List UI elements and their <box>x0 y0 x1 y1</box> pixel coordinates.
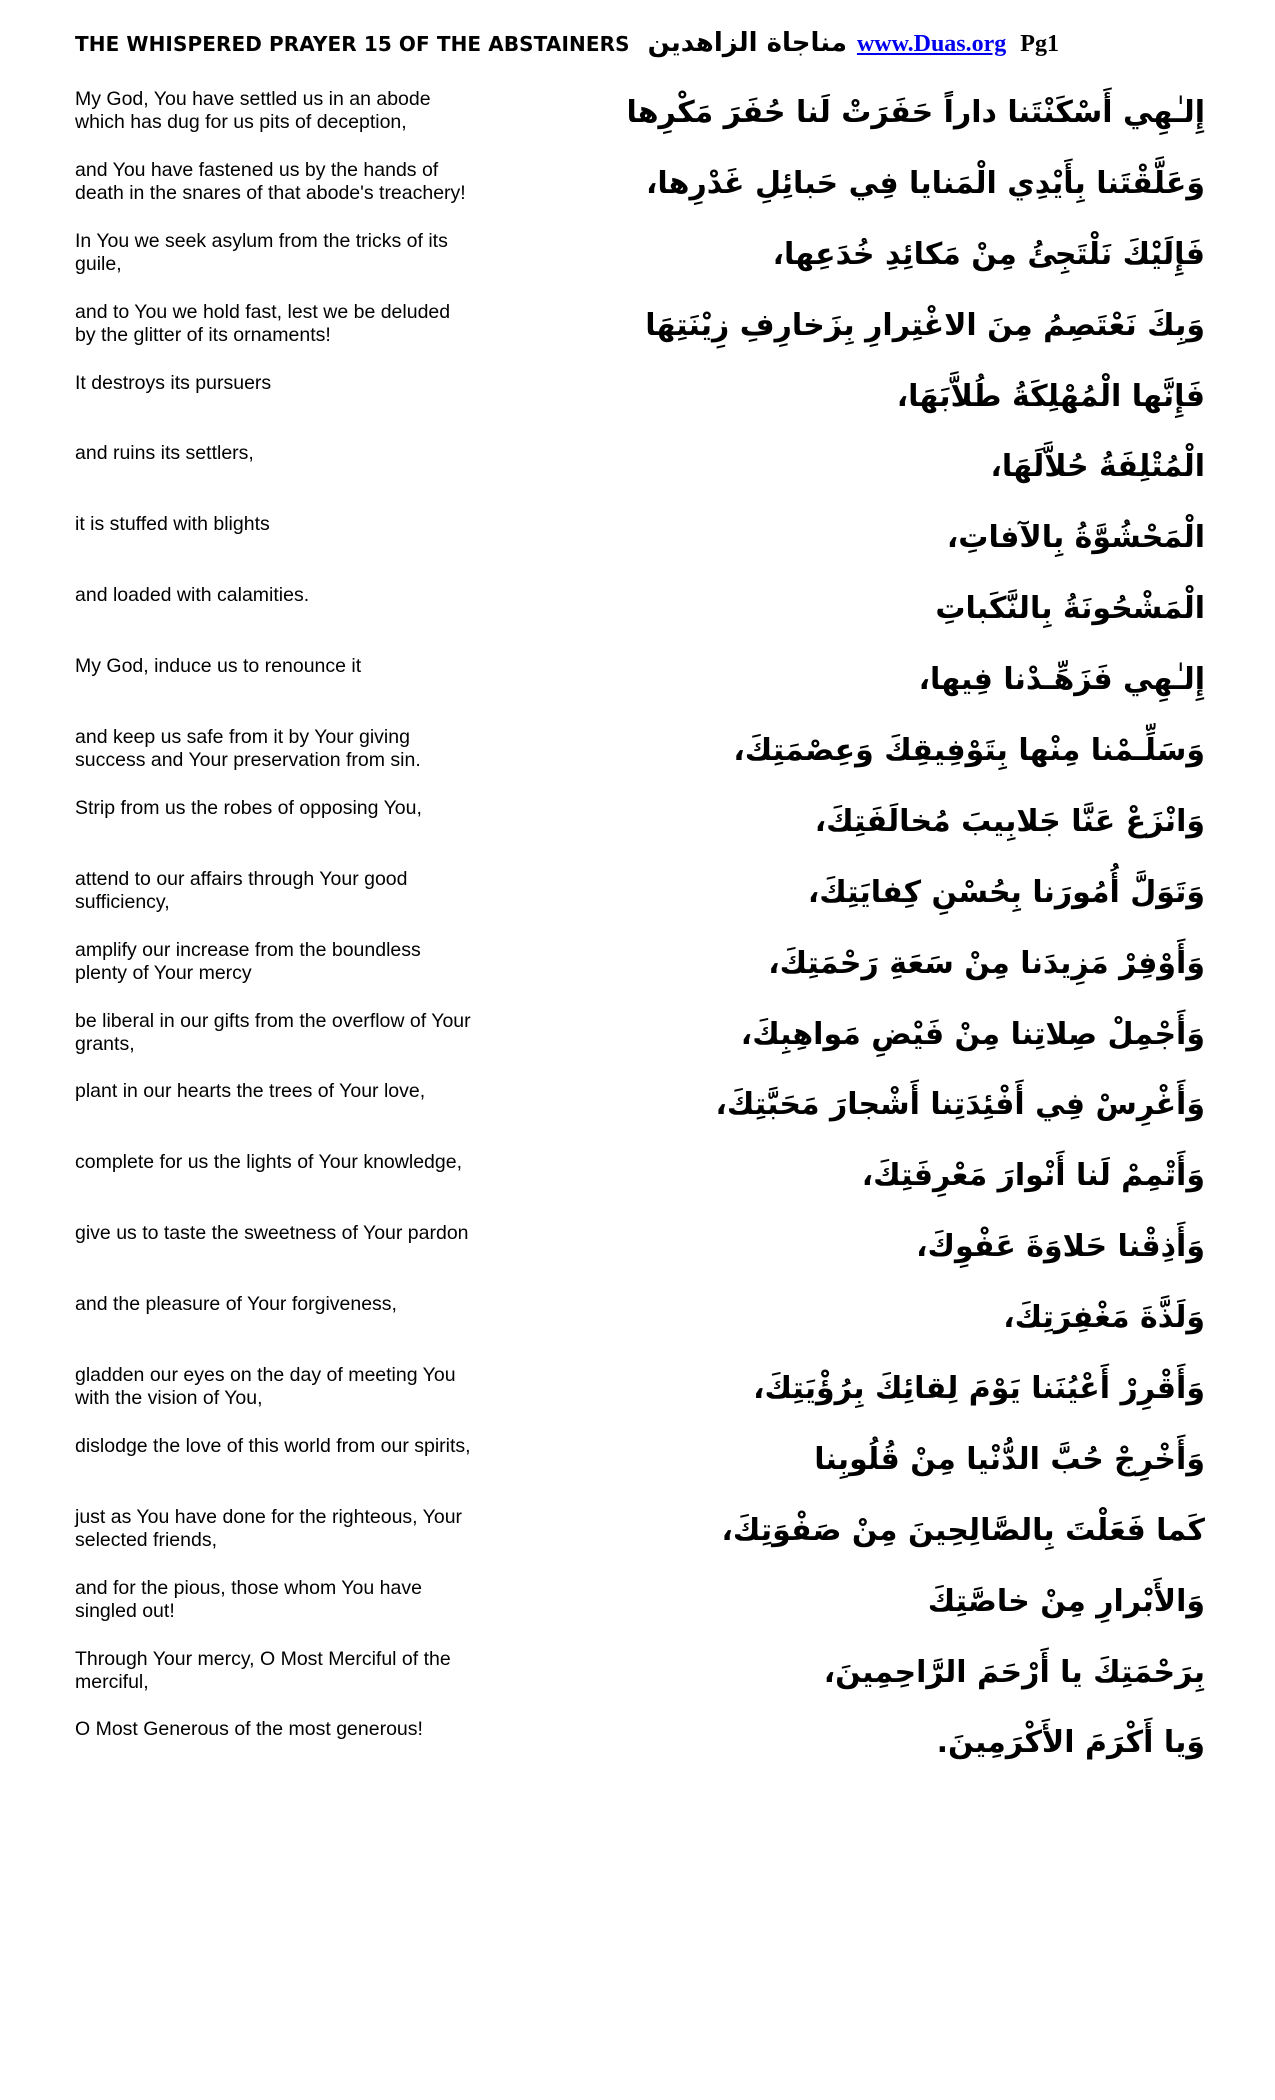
english-translation: and keep us safe from it by Your giving success and Your preservation from sin. <box>75 726 421 772</box>
arabic-verse: إِلـٰهِي فَزَهِّـدْنا فِيها، <box>918 662 1205 698</box>
arabic-verse: وَالأَبْرارِ مِنْ خاصَّتِكَ <box>927 1583 1205 1619</box>
english-translation: dislodge the love of this world from our spirits, <box>75 1434 471 1457</box>
arabic-verse: الْمَحْشُوَّةُ بِالآفاتِ، <box>946 520 1205 556</box>
arabic-verse: وَأَتْمِمْ لَنا أَنْوارَ مَعْرِفَتِكَ، <box>861 1158 1205 1194</box>
arabic-verse: الْمَشْحُونَةُ بِالنَّكَباتِ <box>935 591 1205 627</box>
page-title: THE WHISPERED PRAYER 15 OF THE ABSTAINERS <box>75 32 630 56</box>
arabic-verse: إِلـٰهِي أَسْكَنْتَنا داراً حَفَرَتْ لَنا حُفَرَ مَكْرِها <box>626 95 1205 130</box>
verse-row <box>0 1360 1275 1431</box>
verse-row <box>0 368 1275 439</box>
arabic-verse: الْمُتْلِفَةُ حُلاَّلَهَا، <box>990 449 1205 485</box>
arabic-verse: وَأَذِقْنا حَلاوَةَ عَفْوِكَ، <box>916 1229 1205 1265</box>
verse-row <box>0 297 1275 368</box>
english-translation: attend to our affairs through Your good sufficiency, <box>75 867 408 913</box>
verse-row <box>0 793 1275 864</box>
arabic-verse: وَانْزَعْ عَنَّا جَلابِيبَ مُخالَفَتِكَ، <box>814 803 1205 839</box>
english-translation: Strip from us the robes of opposing You, <box>75 796 422 819</box>
english-translation: It destroys its pursuers <box>75 371 272 394</box>
english-translation: Through Your mercy, O Most Merciful of the merciful, <box>75 1647 451 1693</box>
verse-row <box>0 1076 1275 1147</box>
verse-row <box>0 226 1275 297</box>
verse-row <box>0 84 1275 155</box>
verse-row <box>0 1644 1275 1715</box>
english-translation: and the pleasure of Your forgiveness, <box>75 1293 397 1316</box>
english-translation: complete for us the lights of Your knowledge, <box>75 1151 462 1174</box>
verse-row <box>0 1714 1275 1785</box>
arabic-title: مناجاة الزاهدين <box>647 28 847 58</box>
arabic-verse: وَتَوَلَّ أُمُورَنا بِحُسْنِ كِفايَتِكَ، <box>807 874 1205 910</box>
arabic-verse: وَأَجْمِلْ صِلاتِنا مِنْ فَيْضِ مَواهِبِكَ، <box>740 1016 1205 1052</box>
page-header <box>75 28 1205 68</box>
arabic-verse: وَسَلِّـمْنا مِنْها بِتَوْفِيقِكَ وَعِصْمَتِكَ، <box>733 733 1205 769</box>
arabic-verse: وَلَذَّةَ مَغْفِرَتِكَ، <box>1003 1300 1205 1336</box>
english-translation: amplify our increase from the boundless plenty of Your mercy <box>75 938 421 984</box>
arabic-verse: وَيا أَكْرَمَ الأَكْرَمِينَ. <box>936 1725 1205 1761</box>
english-translation: it is stuffed with blights <box>75 513 270 536</box>
duas-org-link[interactable]: www.Duas.org <box>856 31 1007 57</box>
arabic-verse: وَبِكَ نَعْتَصِمُ مِنَ الاغْتِرارِ بِزَخارِفِ زِيْنَتِهَا <box>645 307 1205 343</box>
verse-row <box>0 864 1275 935</box>
verse-row <box>0 438 1275 509</box>
english-translation: My God, induce us to renounce it <box>75 655 362 678</box>
english-translation: gladden our eyes on the day of meeting You with the vision of You, <box>75 1364 456 1410</box>
english-translation: and ruins its settlers, <box>75 442 254 465</box>
verse-row <box>0 1573 1275 1644</box>
verse-row <box>0 1431 1275 1502</box>
english-translation: plant in our hearts the trees of Your love, <box>75 1080 426 1103</box>
verse-row <box>0 651 1275 722</box>
verse-row <box>0 580 1275 651</box>
page-number: Pg1 <box>1020 31 1059 57</box>
arabic-verse: بِرَحْمَتِكَ يا أَرْحَمَ الرَّاحِمِينَ، <box>823 1654 1205 1690</box>
english-translation: My God, You have settled us in an abode which has dug for us pits of deception, <box>75 88 431 133</box>
english-translation: and loaded with calamities. <box>75 584 310 607</box>
verse-row <box>0 1147 1275 1218</box>
verse-row <box>0 1502 1275 1573</box>
english-translation: and You have fastened us by the hands of death in the snares of that abode's treachery! <box>75 158 466 204</box>
arabic-verse: فَإِنَّها الْمُهْلِكَةُ طُلاَّبَهَا، <box>896 378 1205 414</box>
english-translation: give us to taste the sweetness of Your pardon <box>75 1222 469 1245</box>
arabic-verse: وَأَقْرِرْ أَعْيُنَنا يَوْمَ لِقائِكَ بِرُؤْيَتِكَ، <box>753 1371 1205 1407</box>
verse-row <box>0 1289 1275 1360</box>
arabic-verse: فَإِلَيْكَ نَلْتَجِئُ مِنْ مَكائِدِ خُدَعِها، <box>772 236 1205 272</box>
arabic-verse: وَأَخْرِجْ حُبَّ الدُّنْيا مِنْ قُلُوبِنا <box>814 1441 1205 1477</box>
english-translation: and to You we hold fast, lest we be deluded by the glitter of its ornaments! <box>75 300 451 346</box>
verse-row <box>0 1218 1275 1289</box>
arabic-verse: كَما فَعَلْتَ بِالصَّالِحِينَ مِنْ صَفْوَتِكَ، <box>721 1512 1205 1548</box>
verse-row <box>0 155 1275 226</box>
verse-row <box>0 935 1275 1006</box>
english-translation: In You we seek asylum from the tricks of its guile, <box>75 229 448 275</box>
english-translation: and for the pious, those whom You have singled out! <box>75 1576 422 1622</box>
verse-row <box>0 509 1275 580</box>
english-translation: O Most Generous of the most generous! <box>75 1718 423 1741</box>
arabic-verse: وَأَوْفِرْ مَزِيدَنا مِنْ سَعَةِ رَحْمَتِكَ، <box>768 945 1205 981</box>
english-translation: just as You have done for the righteous, Your selected friends, <box>75 1505 463 1551</box>
verse-row <box>0 1006 1275 1077</box>
arabic-verse: وَعَلَّقْتَنا بِأَيْدِي الْمَنايا فِي حَبائِلِ غَدْرِها، <box>646 165 1205 201</box>
verse-row <box>0 722 1275 793</box>
arabic-verse: وَأَغْرِسْ فِي أَفْئِدَتِنا أَشْجارَ مَحَبَّتِكَ، <box>715 1087 1205 1123</box>
english-translation: be liberal in our gifts from the overflow of Your grants, <box>75 1009 471 1055</box>
verse-list <box>0 84 1275 1785</box>
